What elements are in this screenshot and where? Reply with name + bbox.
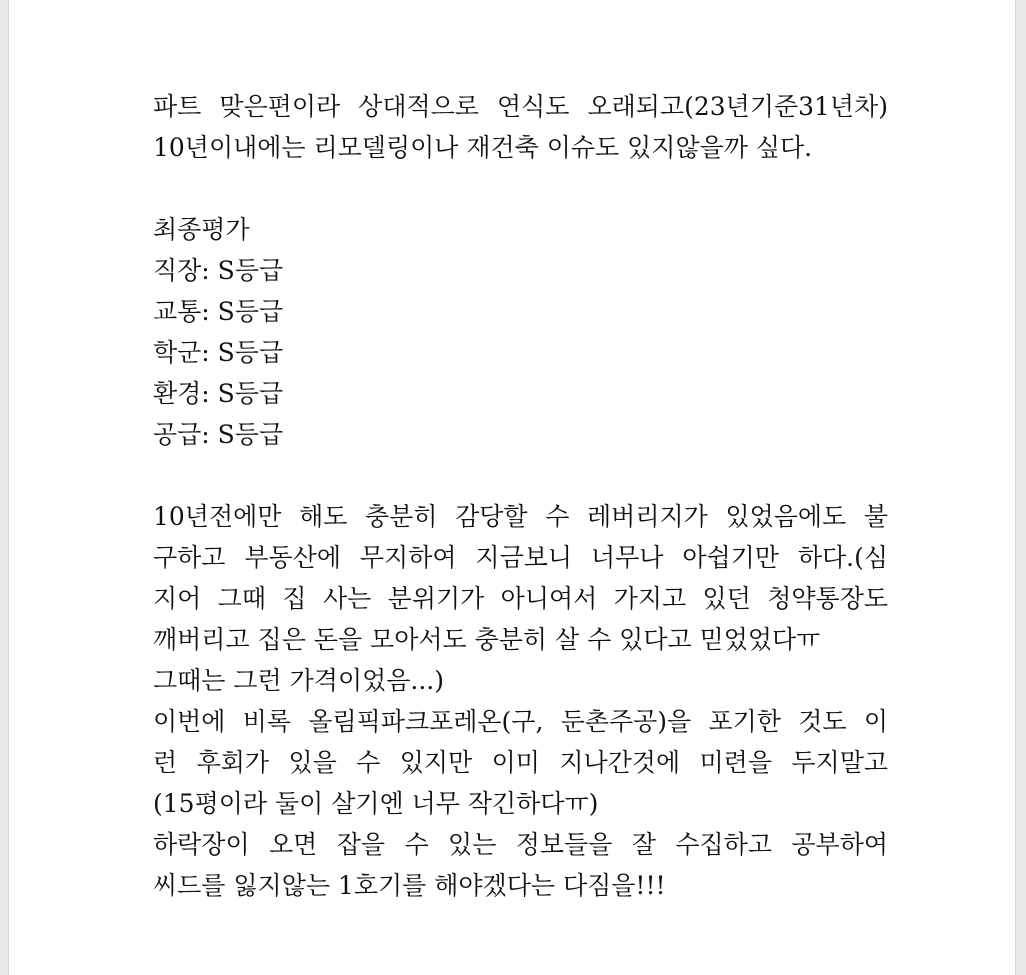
document-page [8,0,1016,975]
text-line: 런 후회가 있을 수 있지만 이미 지나간것에 미련을 두지말고 [153,748,888,777]
evaluation-item-job: 직장: S등급 [153,256,284,285]
paragraph-age-and-redevelopment [153,86,888,168]
text-line: 10년전에만 해도 충분히 감당할 수 레버리지가 있었음에도 불 [153,502,888,531]
evaluation-item-school: 학군: S등급 [153,338,284,367]
evaluation-item-transport: 교통: S등급 [153,297,284,326]
text-line: 하락장이 오면 잡을 수 있는 정보들을 잘 수집하고 공부하여 [153,830,888,859]
text-line: 이번에 비록 올림픽파크포레온(구, 둔촌주공)을 포기한 것도 이 [153,707,888,736]
evaluation-item-environment: 환경: S등급 [153,379,284,408]
text-line: 구하고 부동산에 무지하여 지금보니 너무나 아쉽기만 하다.(심 [153,543,888,572]
text-line: 지어 그때 집 사는 분위기가 아니여서 가지고 있던 청약통장도 [153,584,888,613]
final-evaluation [153,209,888,455]
evaluation-item-supply: 공급: S등급 [153,420,284,449]
text-line: 10년이내에는 리모델링이나 재건축 이슈도 있지않을까 싶다. [153,133,813,162]
evaluation-heading: 최종평가 [153,215,250,244]
text-line: 씨드를 잃지않는 1호기를 해야겠다는 다짐을!!! [153,871,666,900]
blank-line [153,455,888,496]
text-line: 그때는 그런 가격이었음...) [153,666,444,695]
paragraph-reflection [153,496,888,906]
text-line: (15평이라 둘이 살기엔 너무 작긴하다ㅠ) [153,789,599,818]
text-line: 파트 맞은편이라 상대적으로 연식도 오래되고(23년기준31년차) [153,92,888,121]
text-line: 깨버리고 집은 돈을 모아서도 충분히 살 수 있다고 믿었었다ㅠ [153,625,821,654]
blank-line [153,168,888,209]
document-body [153,86,888,906]
